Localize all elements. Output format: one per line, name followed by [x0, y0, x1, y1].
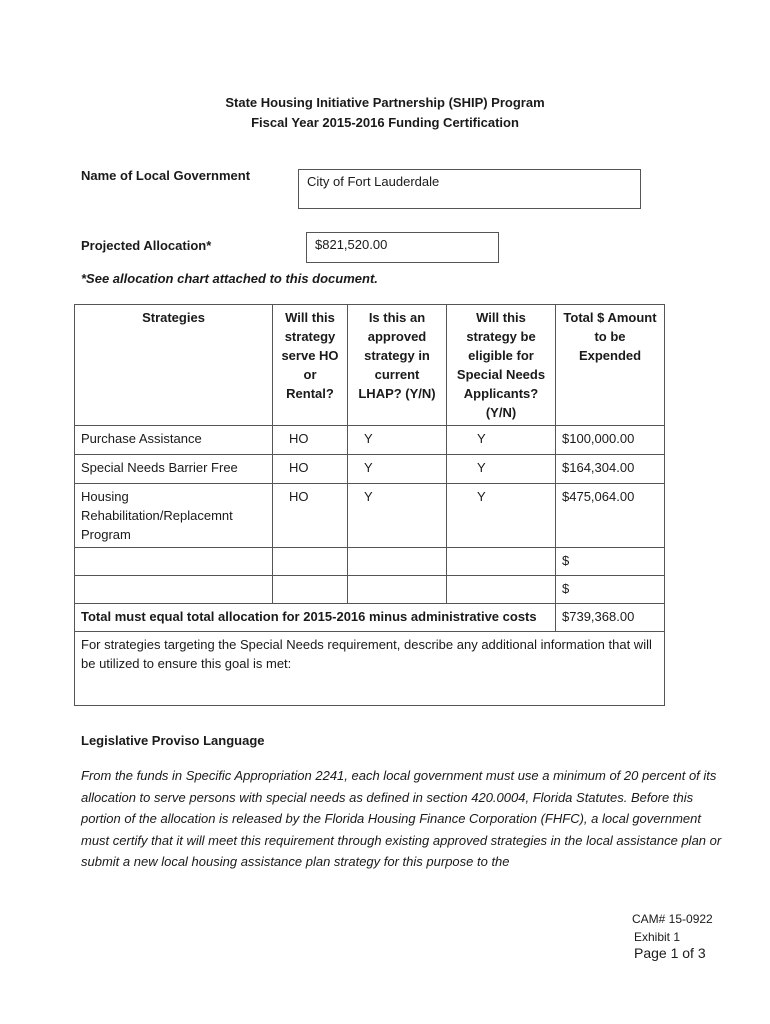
strategy-cell[interactable]: Special Needs Barrier Free — [75, 455, 273, 484]
page-number: Page 1 of 3 — [634, 945, 706, 961]
eligible-cell[interactable]: Y — [447, 426, 556, 455]
document-subtitle: Fiscal Year 2015-2016 Funding Certification — [251, 115, 519, 130]
table-row — [75, 576, 665, 604]
approved-cell[interactable]: Y — [348, 426, 447, 455]
total-cell[interactable]: $164,304.00 — [556, 455, 665, 484]
serve-cell[interactable]: HO — [273, 455, 348, 484]
eligible-cell[interactable] — [447, 548, 556, 576]
special-needs-note[interactable]: For strategies targeting the Special Needs requirement, describe any additional information that will be utilized to ensure this goal is met: — [75, 632, 665, 706]
special-needs-row — [75, 632, 665, 706]
serve-cell[interactable]: HO — [273, 484, 348, 548]
projected-allocation-label: Projected Allocation* — [81, 238, 212, 253]
approved-cell[interactable]: Y — [348, 455, 447, 484]
total-label: Total must equal total allocation for 2015-2016 minus administrative costs — [75, 604, 556, 632]
approved-cell[interactable] — [348, 548, 447, 576]
strategy-cell[interactable] — [75, 576, 273, 604]
projected-allocation-field[interactable]: $821,520.00 — [306, 232, 499, 263]
total-cell[interactable]: $ — [556, 576, 665, 604]
cam-number: CAM# 15-0922 — [632, 912, 713, 926]
total-value[interactable]: $739,368.00 — [556, 604, 665, 632]
table-row — [75, 548, 665, 576]
eligible-cell[interactable]: Y — [447, 455, 556, 484]
header-approved: Is this an approved strategy in current LHAP? (Y/N) — [348, 305, 447, 426]
table-row — [75, 426, 665, 455]
strategy-cell[interactable] — [75, 548, 273, 576]
total-cell[interactable]: $475,064.00 — [556, 484, 665, 548]
total-cell[interactable]: $100,000.00 — [556, 426, 665, 455]
eligible-cell[interactable] — [447, 576, 556, 604]
header-serve: Will this strategy serve HO or Rental? — [273, 305, 348, 426]
local-government-label: Name of Local Government — [81, 168, 251, 183]
serve-cell[interactable] — [273, 576, 348, 604]
table-row — [75, 484, 665, 548]
serve-cell[interactable]: HO — [273, 426, 348, 455]
approved-cell[interactable] — [348, 576, 447, 604]
proviso-heading: Legislative Proviso Language — [81, 733, 265, 748]
approved-cell[interactable]: Y — [348, 484, 447, 548]
table-header-row — [75, 305, 665, 426]
strategy-cell[interactable]: Purchase Assistance — [75, 426, 273, 455]
total-row — [75, 604, 665, 632]
strategies-table — [74, 304, 665, 706]
proviso-text: From the funds in Specific Appropriation 2241, each local government must use a minimum of 20 percent of its allocation to serve persons with special needs as defined in section 420.0004, Florida Statutes. Before this portion of the allocation is released by the Florida Housing Finance Corporation (FHFC), a local government must certify that it will meet this requirement through existing approved strategies in the local assistance plan or submit a new local housing assistance plan strategy for this purpose to the — [81, 768, 722, 869]
header-eligible: Will this strategy be eligible for Special Needs Applicants? (Y/N) — [447, 305, 556, 426]
serve-cell[interactable] — [273, 548, 348, 576]
exhibit-label: Exhibit 1 — [634, 930, 681, 944]
document-title: State Housing Initiative Partnership (SHIP) Program — [225, 95, 545, 110]
total-cell[interactable]: $ — [556, 548, 665, 576]
strategy-cell[interactable]: Housing Rehabilitation/Replacemnt Program — [75, 484, 273, 548]
header-strategies: Strategies — [75, 305, 273, 426]
eligible-cell[interactable]: Y — [447, 484, 556, 548]
allocation-note: *See allocation chart attached to this document. — [81, 271, 378, 286]
local-government-field[interactable]: City of Fort Lauderdale — [298, 169, 641, 209]
table-row — [75, 455, 665, 484]
header-total: Total $ Amount to be Expended — [556, 305, 665, 426]
